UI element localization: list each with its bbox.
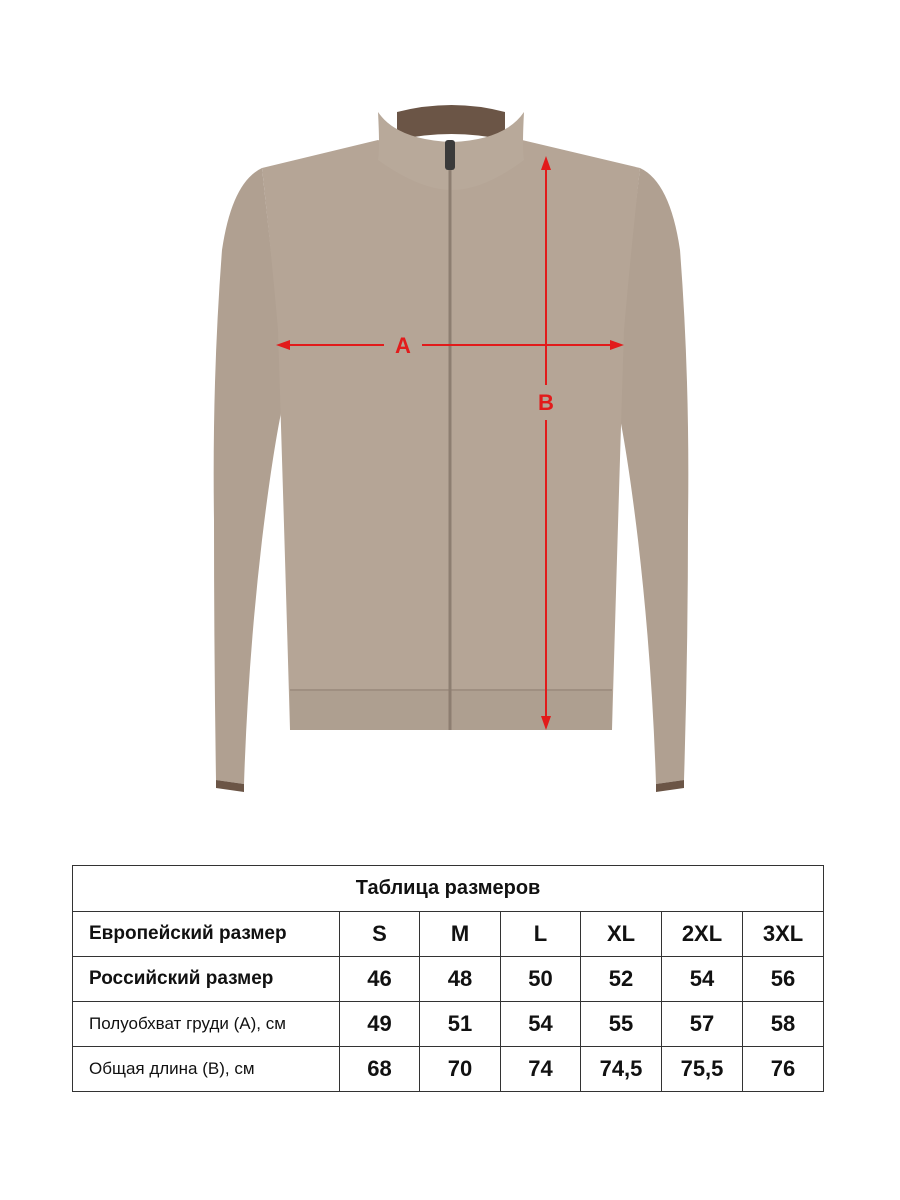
table-cell: 3XL (743, 912, 824, 957)
table-cell: S (340, 912, 420, 957)
measure-b-label: B (538, 390, 554, 415)
table-cell: 2XL (662, 912, 743, 957)
collar-inner (397, 105, 505, 140)
table-title-row (73, 866, 824, 912)
row-label: Европейский размер (73, 912, 340, 957)
table-cell: 57 (662, 1002, 743, 1047)
table-title: Таблица размеров (73, 866, 824, 912)
table-row (73, 912, 824, 957)
table-cell: 70 (420, 1047, 501, 1092)
table-cell: XL (581, 912, 662, 957)
table-cell: 52 (581, 957, 662, 1002)
row-label: Полуобхват груди (А), см (73, 1002, 340, 1047)
table-cell: 54 (662, 957, 743, 1002)
table-cell: L (501, 912, 581, 957)
table-cell: 54 (501, 1002, 581, 1047)
table-cell: M (420, 912, 501, 957)
table-cell: 49 (340, 1002, 420, 1047)
size-table (72, 865, 824, 1092)
table-cell: 58 (743, 1002, 824, 1047)
table-cell: 50 (501, 957, 581, 1002)
table-cell: 76 (743, 1047, 824, 1092)
table-row (73, 957, 824, 1002)
zipper-pull-icon (445, 140, 455, 170)
table-cell: 48 (420, 957, 501, 1002)
measure-a-label: A (395, 333, 411, 358)
row-label: Общая длина (В), см (73, 1047, 340, 1092)
table-row (73, 1047, 824, 1092)
row-label: Российский размер (73, 957, 340, 1002)
table-row (73, 1002, 824, 1047)
table-cell: 46 (340, 957, 420, 1002)
table-cell: 75,5 (662, 1047, 743, 1092)
table-cell: 74 (501, 1047, 581, 1092)
table-cell: 74,5 (581, 1047, 662, 1092)
table-cell: 68 (340, 1047, 420, 1092)
table-cell: 51 (420, 1002, 501, 1047)
table-cell: 56 (743, 957, 824, 1002)
table-cell: 55 (581, 1002, 662, 1047)
